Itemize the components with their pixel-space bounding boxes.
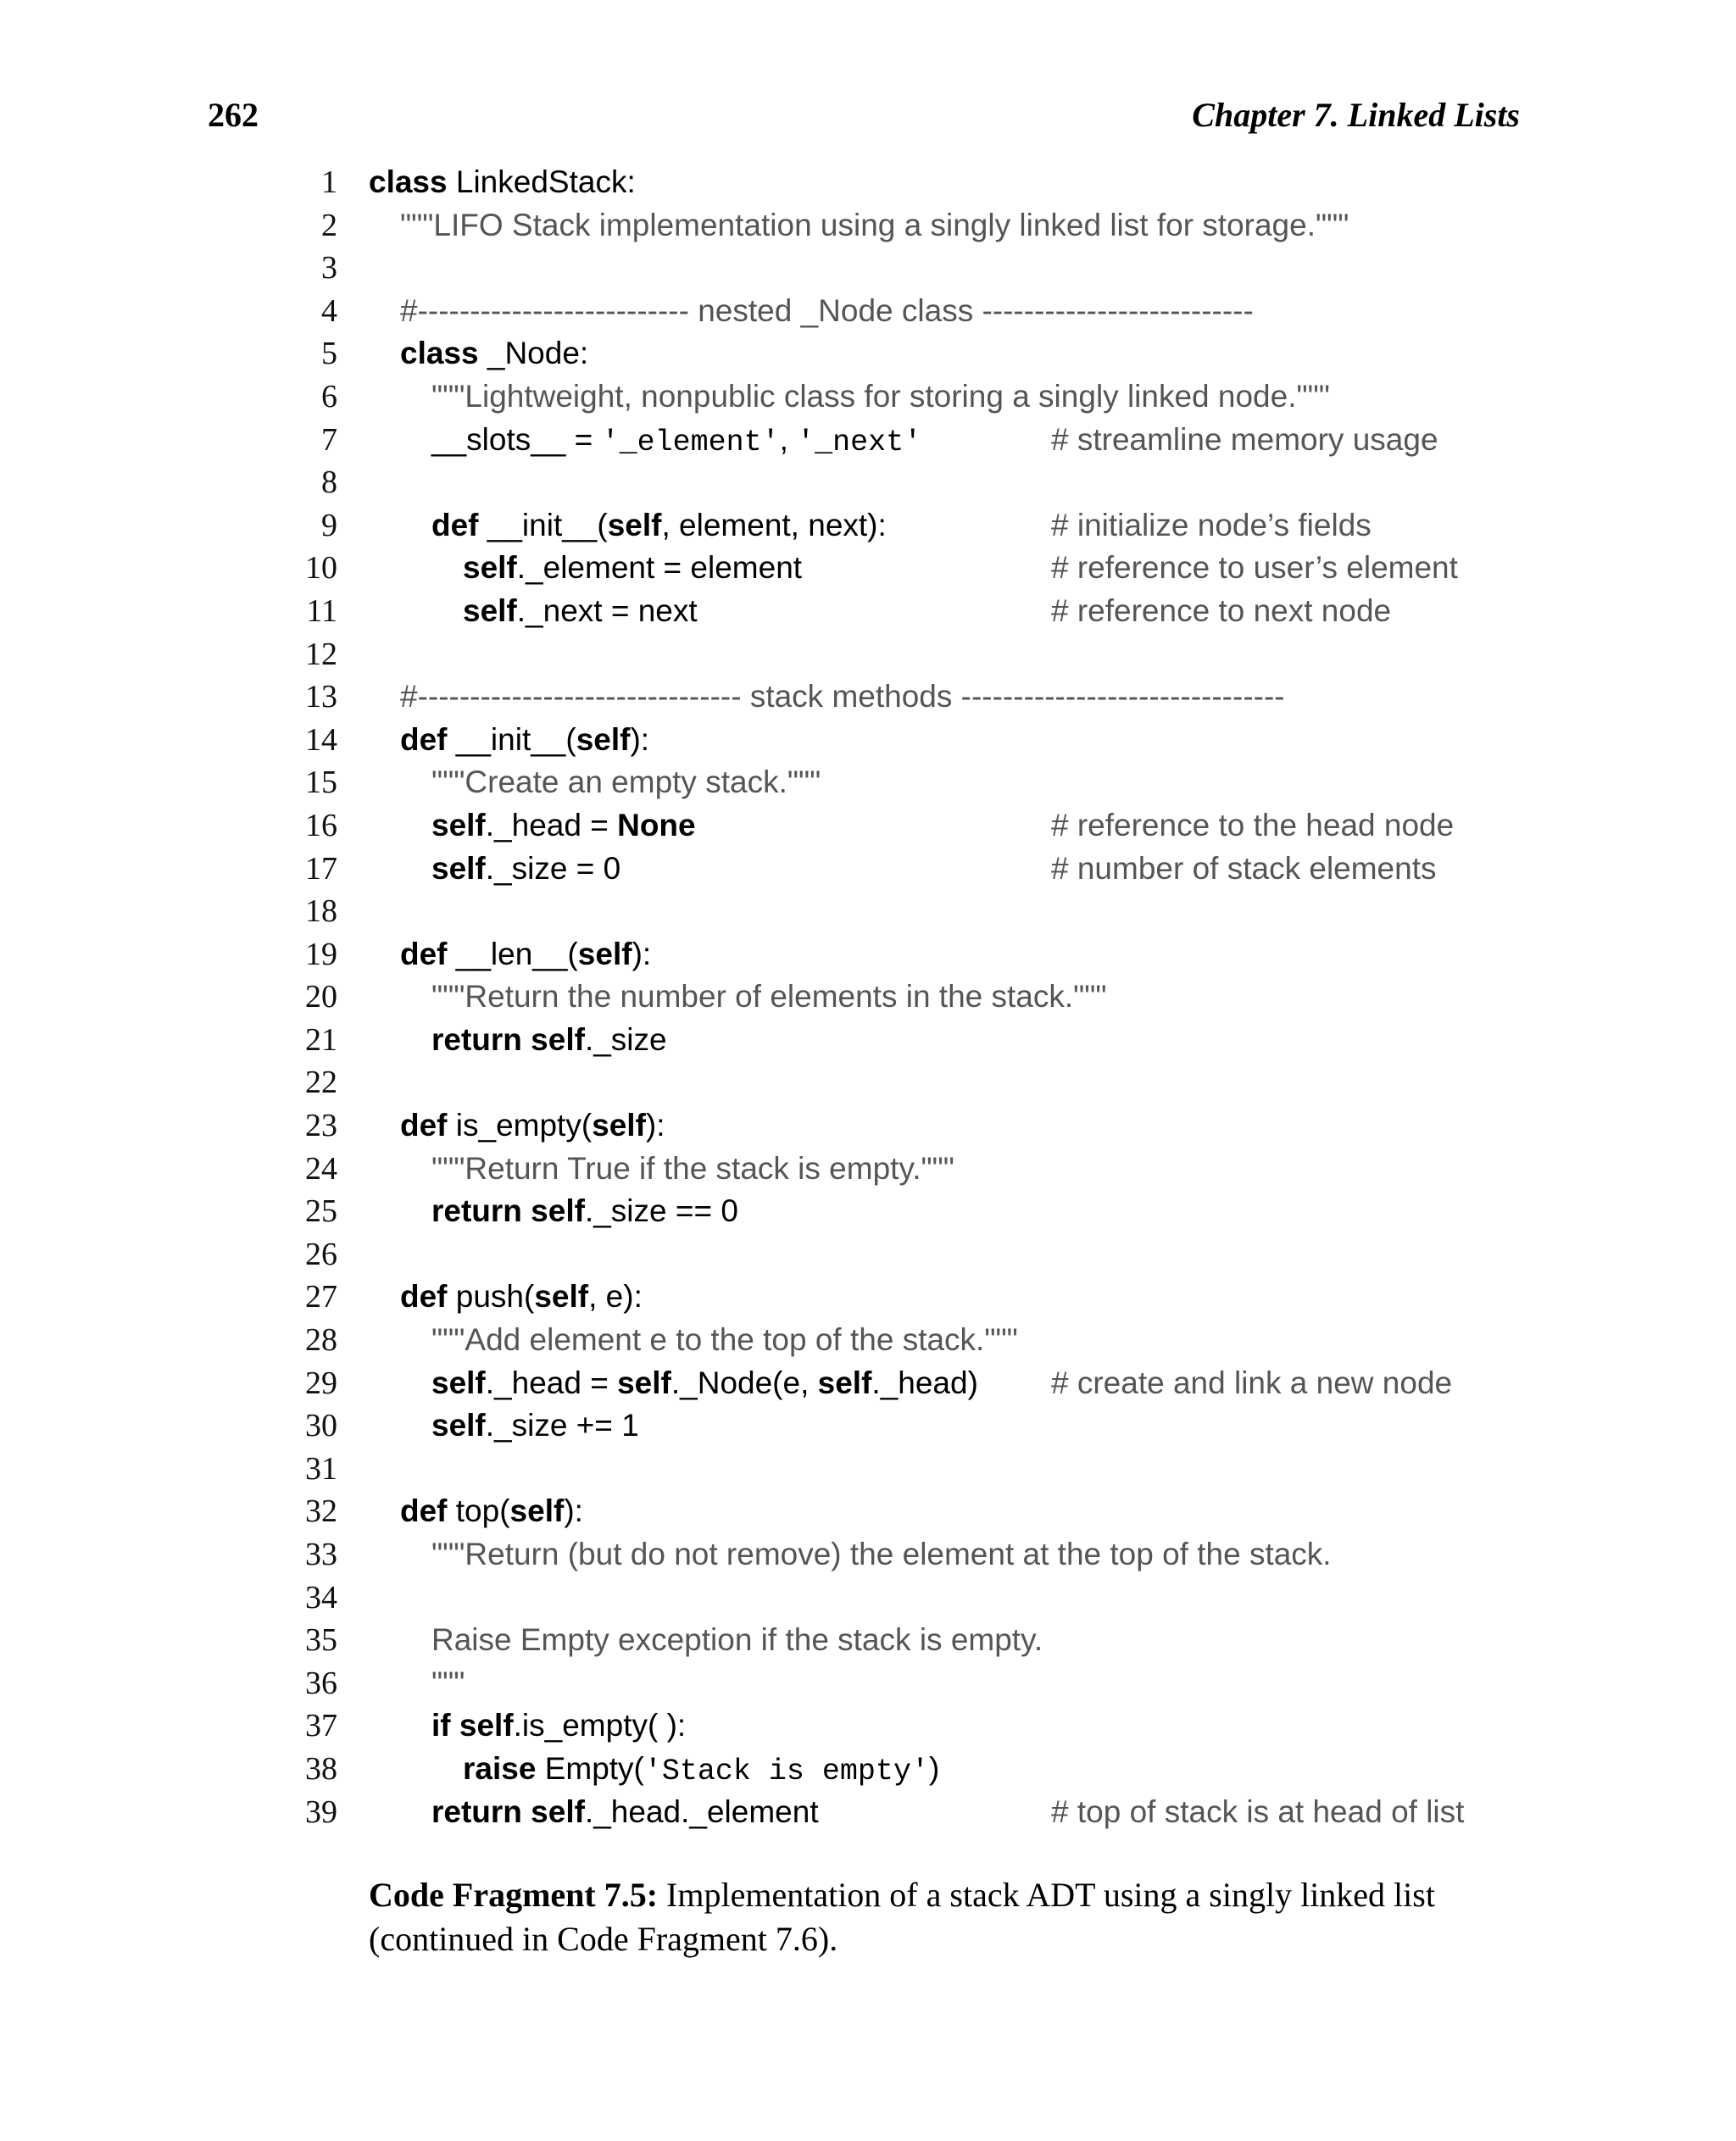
code-text [400,290,1254,333]
code-line [288,332,1526,375]
code-token: ._size += 1 [485,1408,639,1443]
code-token: is_empty( [447,1108,593,1143]
code-token: ) [928,1750,940,1786]
line-number: 26 [305,1236,337,1272]
code-token: ._size == 0 [584,1193,738,1229]
code-token: self [431,807,486,842]
code-token: None [617,807,696,842]
code-comment: # streamline memory usage [1051,421,1438,457]
code-line [288,1619,1526,1662]
code-text [431,848,620,891]
code-token: """Return (but do not remove) the element at the top of the stack. [431,1537,1332,1571]
code-text [400,676,1285,719]
code-token: ): [632,936,652,971]
code-token: def [400,936,448,971]
code-token: def [431,507,479,542]
code-line [288,1233,1526,1276]
line-number: 37 [305,1708,337,1744]
code-token: __init__( [478,507,608,542]
line-number: 9 [321,507,337,543]
code-line [288,1704,1526,1748]
line-number: 1 [321,164,337,200]
code-token: def [400,1279,448,1315]
code-line [288,1276,1526,1319]
code-token: self [576,721,631,757]
code-comment: # create and link a new node [1051,1365,1453,1400]
code-token: ): [630,721,650,757]
code-token: _Node: [478,336,589,371]
code-token: push( [447,1279,535,1315]
code-line [288,719,1526,762]
code-token: ): [564,1493,583,1529]
code-comment: # reference to the head node [1051,807,1455,842]
code-token: ._Node(e, [670,1365,818,1400]
code-token: .is_empty( ): [513,1708,687,1743]
code-listing [288,161,1526,1833]
code-text [463,590,698,633]
code-text [431,761,821,804]
code-token: #-------------------------- nested _Node class -------------------------- [400,292,1254,328]
code-token: return self [431,1193,585,1229]
code-comment: # initialize node’s fields [1051,507,1372,542]
line-number: 28 [305,1322,337,1359]
line-number: 7 [321,421,337,458]
code-line [288,1148,1526,1191]
line-number: 19 [305,936,337,972]
line-number: 18 [305,893,337,930]
code-line [288,1448,1526,1491]
chapter-title: Chapter 7. Linked Lists [1192,96,1520,134]
code-token: ._size = 0 [485,850,621,886]
code-line [288,461,1526,504]
line-number: 14 [305,721,337,758]
line-number: 39 [305,1793,337,1830]
line-number: 25 [305,1193,337,1230]
code-token: """Lightweight, nonpublic class for storing a singly linked node.""" [431,378,1330,414]
code-token: """Return the number of elements in the stack.""" [431,979,1107,1015]
code-text [431,1533,1332,1577]
code-token: class [369,164,448,199]
code-line [288,676,1526,719]
code-token: __slots__ = [431,421,602,457]
line-number: 17 [305,850,337,887]
code-text [400,933,651,976]
line-number: 13 [305,679,337,715]
code-text [431,1362,978,1405]
code-text [400,1276,643,1319]
code-line [288,1404,1526,1448]
code-line [288,290,1526,333]
line-number: 11 [306,592,337,629]
line-number: 32 [305,1493,337,1530]
code-line [288,1190,1526,1233]
code-token: self [463,550,517,586]
code-comment: # reference to user’s element [1051,550,1458,586]
line-number: 24 [305,1150,337,1187]
code-line [288,1490,1526,1533]
code-token: """LIFO Stack implementation using a singly linked list for storage.""" [400,207,1349,242]
line-number: 35 [305,1622,337,1659]
code-token: , element, next): [661,507,887,542]
code-token: ._element = element [516,550,803,586]
code-token: '_next' [797,425,922,459]
code-token: self [463,592,517,628]
code-line [288,1362,1526,1405]
code-text [463,1748,939,1793]
code-line [288,1791,1526,1834]
code-text [400,1104,665,1148]
code-text [431,1404,639,1448]
code-token: ._next = next [516,592,698,628]
code-token: ._size [584,1021,667,1057]
code-text [369,161,636,204]
line-number: 2 [321,207,337,243]
line-number: 21 [305,1021,337,1058]
code-token: self [817,1365,872,1400]
code-line [288,161,1526,204]
code-comment: # top of stack is at head of list [1051,1793,1465,1829]
code-token: Empty( [536,1750,644,1786]
code-text [463,547,802,590]
line-number: 10 [305,550,337,587]
code-token: self [577,936,632,971]
code-text [400,719,649,762]
code-token: ._head = [485,1365,618,1400]
line-number: 23 [305,1108,337,1144]
line-number: 33 [305,1537,337,1572]
code-caption [369,1873,1522,1961]
code-token: '_element' [601,425,780,459]
code-text [431,1619,1043,1662]
line-number: 12 [305,636,337,672]
code-token: raise [463,1750,537,1786]
code-token: __len__( [447,936,578,971]
code-token: def [400,1493,448,1529]
code-token: ._head = [485,807,618,842]
code-token: #------------------------------- stack methods ------------------------------- [400,679,1285,715]
code-token: top( [447,1493,510,1529]
line-number: 6 [321,378,337,414]
code-token: def [400,721,448,757]
code-token: , [779,421,798,457]
code-line [288,890,1526,933]
code-token: 'Stack is empty' [643,1754,929,1788]
code-token: self [431,1408,486,1443]
line-number: 3 [321,250,337,286]
code-line [288,1748,1526,1791]
line-number: 30 [305,1408,337,1444]
line-number: 31 [305,1450,337,1487]
code-text [431,1019,667,1062]
code-token: self [617,1365,671,1400]
code-token: def [400,1108,448,1143]
code-line [288,804,1526,848]
code-text [431,1791,819,1834]
code-token: """Create an empty stack.""" [431,765,821,800]
code-line [288,590,1526,633]
code-text [431,504,887,548]
code-token: , e): [588,1279,643,1315]
line-number: 27 [305,1279,337,1315]
code-line [288,933,1526,976]
code-line [288,848,1526,891]
code-text [400,204,1349,247]
code-line [288,1019,1526,1062]
code-token: """ [431,1665,465,1700]
code-line [288,204,1526,247]
code-line [288,1533,1526,1577]
code-line [288,419,1526,462]
code-line [288,761,1526,804]
code-token: self [534,1279,589,1315]
code-text [431,976,1107,1019]
code-token: Raise Empty exception if the stack is empty. [431,1622,1043,1658]
code-text [431,804,696,848]
code-token: self [431,850,486,886]
caption-text: Implementation of a stack ADT using a singly linked list (continued in Code Fragment 7.6). [369,1876,1435,1958]
code-text [431,375,1330,419]
code-comment: # number of stack elements [1051,850,1437,886]
code-text [431,1319,1018,1362]
line-number: 38 [305,1750,337,1787]
code-token: __init__( [447,721,576,757]
code-token: return self [431,1793,585,1829]
line-number: 15 [305,765,337,801]
page-number: 262 [208,96,259,134]
line-number: 29 [305,1365,337,1401]
code-token: LinkedStack: [447,164,636,199]
code-token: self [431,1365,486,1400]
line-number: 22 [305,1065,337,1101]
code-token: class [400,336,479,371]
code-text [431,1190,738,1233]
code-text [400,332,588,375]
code-text [431,419,921,464]
code-line [288,247,1526,290]
line-number: 4 [321,292,337,329]
line-number: 8 [321,464,337,501]
code-line [288,1061,1526,1104]
page-header [208,95,1520,146]
line-number: 36 [305,1665,337,1701]
line-number: 5 [321,336,337,372]
code-token: self [592,1108,646,1143]
code-line [288,633,1526,676]
code-token: ._head) [871,1365,978,1400]
code-line [288,976,1526,1019]
code-text [431,1662,465,1705]
code-text [400,1490,583,1533]
code-token: self [607,507,662,542]
code-token: self [509,1493,565,1529]
code-line [288,504,1526,548]
code-text [431,1148,954,1191]
code-token: return self [431,1021,585,1057]
line-number: 20 [305,979,337,1015]
code-token: """Return True if the stack is empty.""" [431,1150,954,1186]
line-number: 34 [305,1579,337,1615]
code-token: ): [645,1108,665,1143]
code-line [288,1104,1526,1148]
code-line [288,547,1526,590]
code-line [288,1662,1526,1705]
code-comment: # reference to next node [1051,592,1392,628]
code-token: ._head._element [584,1793,819,1829]
code-text [431,1704,686,1748]
code-token: if self [431,1708,514,1743]
code-line [288,1319,1526,1362]
caption-label: Code Fragment 7.5: [369,1876,659,1914]
code-token: """Add element e to the top of the stack.""" [431,1322,1018,1358]
code-line [288,1577,1526,1620]
line-number: 16 [305,807,337,843]
code-line [288,375,1526,419]
